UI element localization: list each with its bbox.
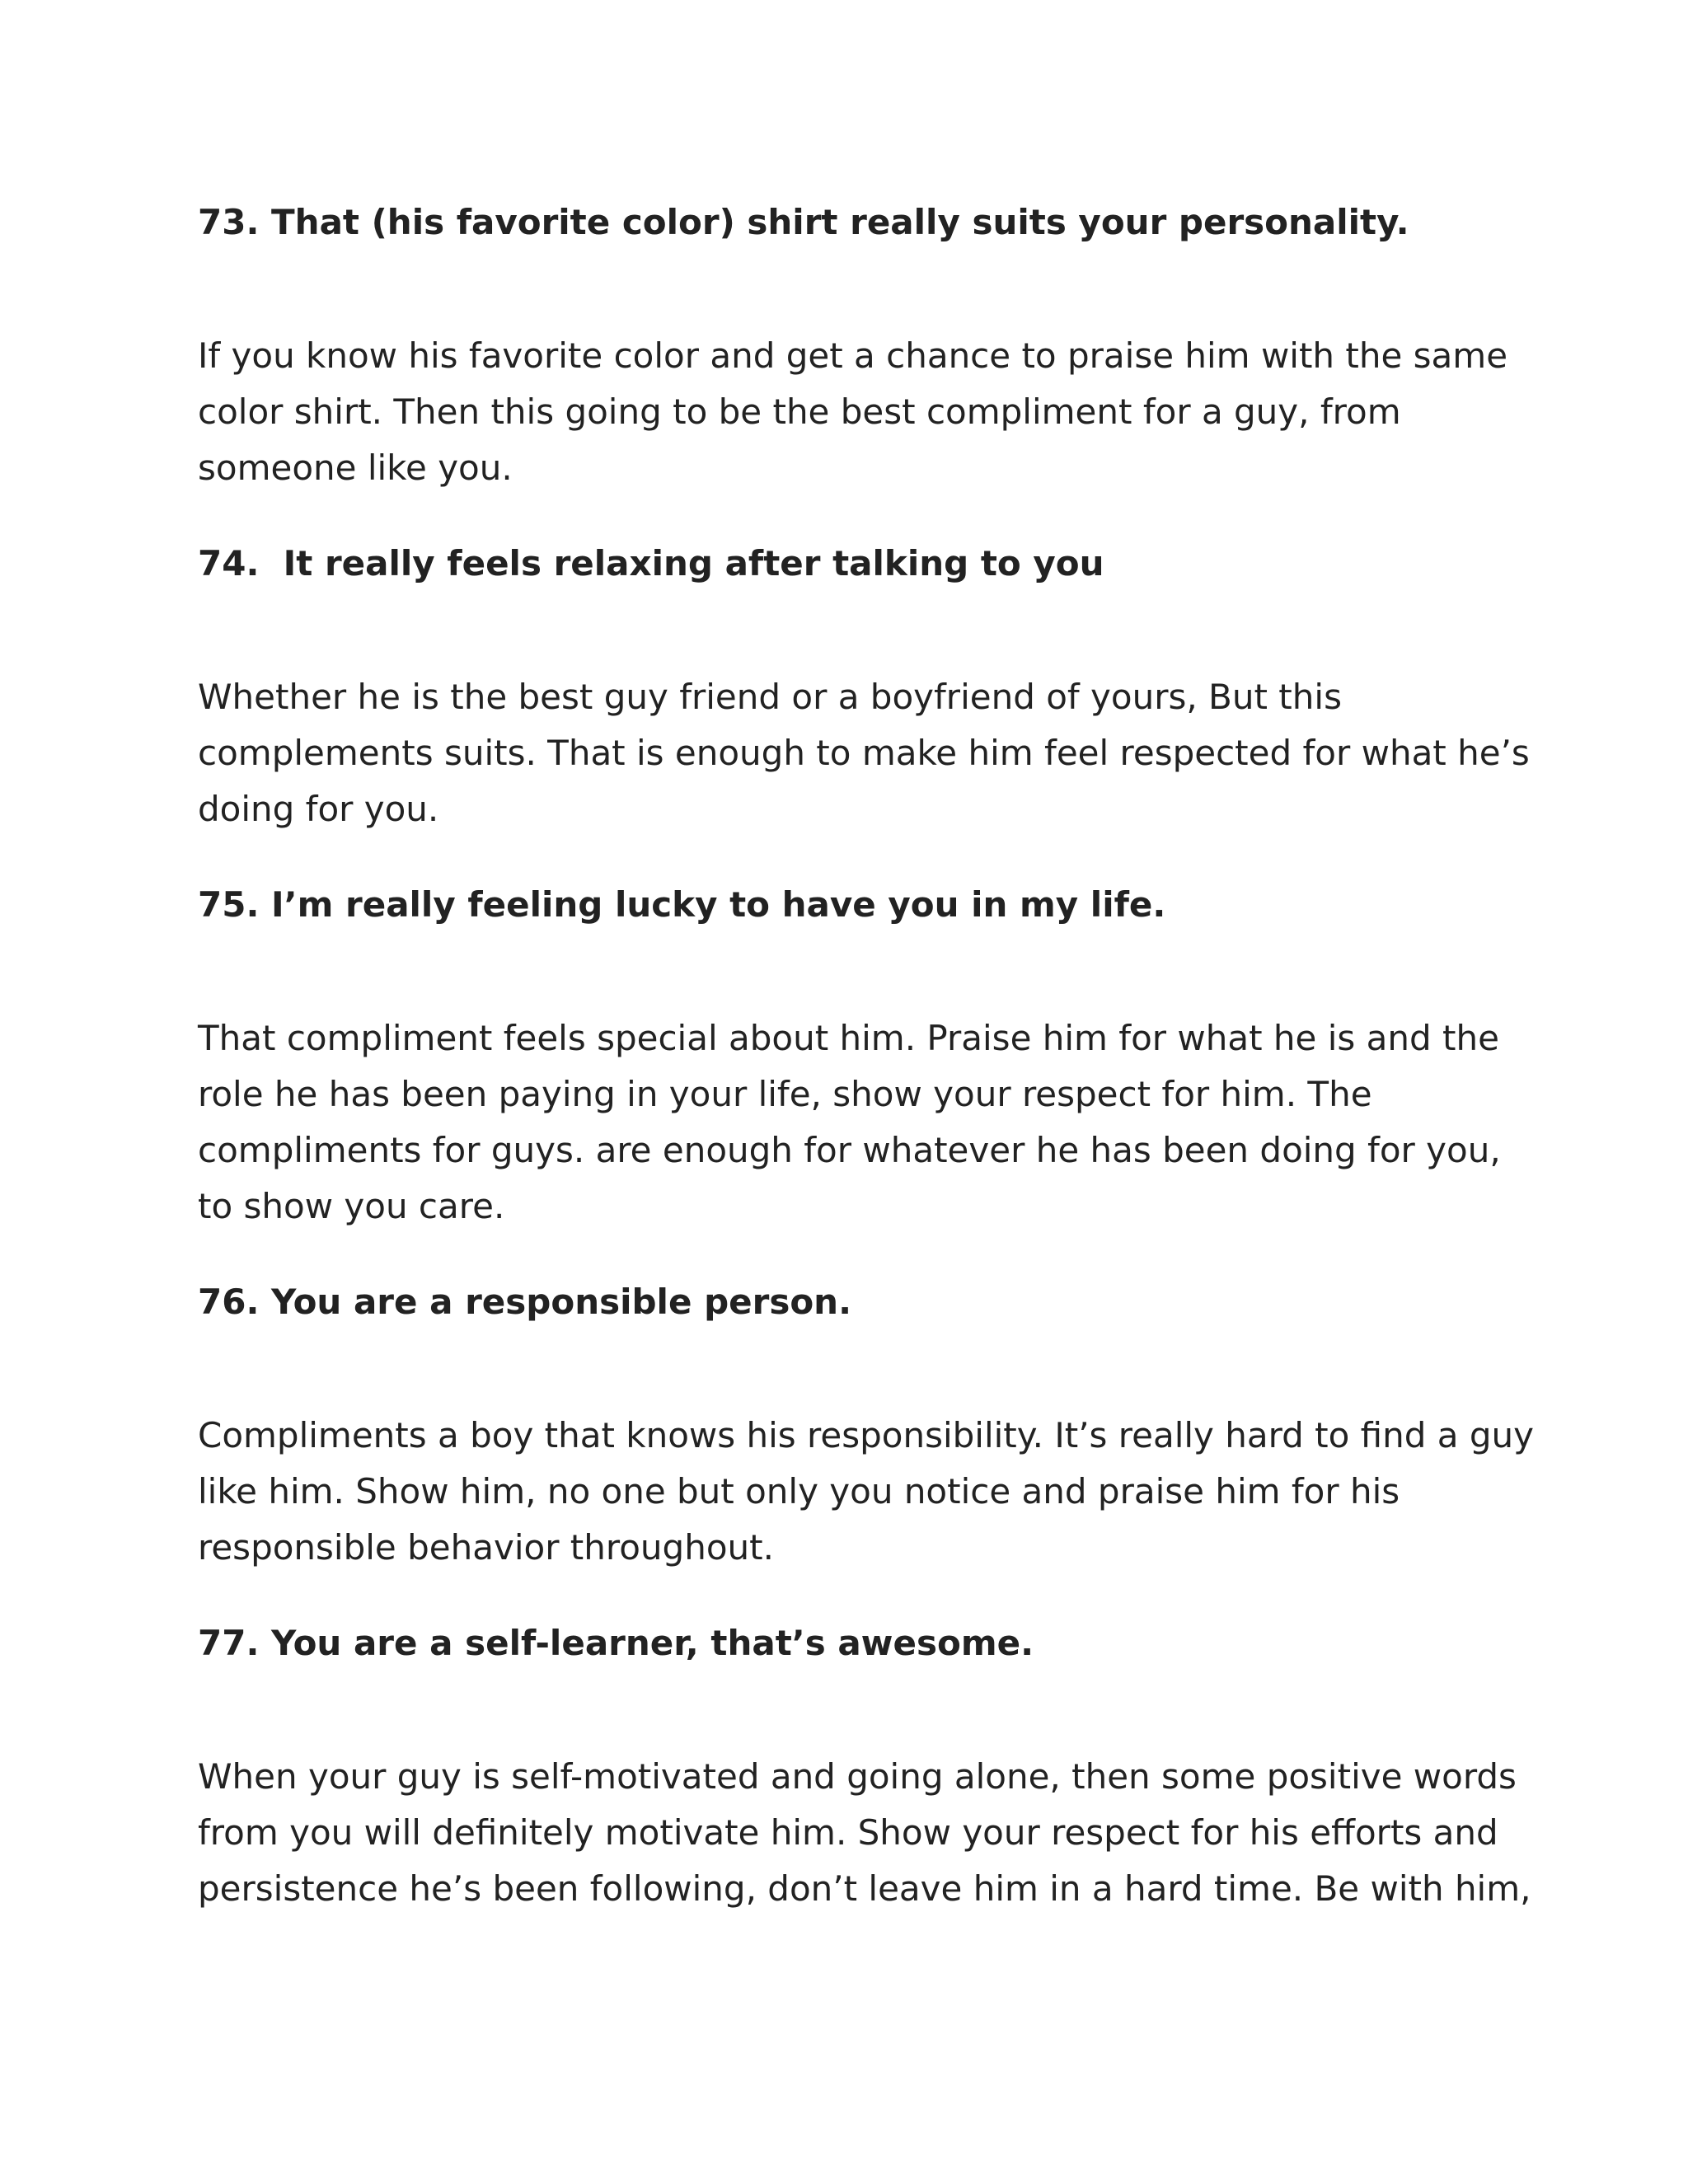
section-heading-77: 77. You are a self-learner, that’s awesome. [198, 1623, 1034, 1663]
paragraph-line: Compliments a boy that knows his responsibility. It’s really hard to find a guy [198, 1415, 1534, 1455]
paragraph-line: responsible behavior throughout. [198, 1527, 774, 1568]
paragraph-line: someone like you. [198, 448, 513, 488]
section-paragraph-74 [198, 669, 1530, 837]
section-paragraph-75 [198, 1010, 1500, 1235]
section-paragraph-77 [198, 1749, 1531, 1917]
section-heading-76: 76. You are a responsible person. [198, 1282, 852, 1322]
paragraph-line: When your guy is self-motivated and going alone, then some positive words [198, 1756, 1517, 1797]
paragraph-line: That compliment feels special about him. Praise him for what he is and the [198, 1018, 1499, 1058]
section-heading-73: 73. That (his favorite color) shirt really suits your personality. [198, 202, 1409, 242]
paragraph-line: like him. Show him, no one but only you notice and praise him for his [198, 1471, 1400, 1511]
paragraph-line: doing for you. [198, 789, 439, 829]
paragraph-line: role he has been paying in your life, show your respect for him. The [198, 1074, 1372, 1114]
section-paragraph-73 [198, 328, 1508, 496]
section-heading-74: 74. It really feels relaxing after talking to you [198, 543, 1104, 583]
paragraph-line: persistence he’s been following, don’t leave him in a hard time. Be with him, [198, 1868, 1531, 1909]
paragraph-line: complements suits. That is enough to make him feel respected for what he’s [198, 733, 1530, 773]
paragraph-line: color shirt. Then this going to be the best compliment for a guy, from [198, 391, 1401, 432]
paragraph-line: compliments for guys. are enough for whatever he has been doing for you, [198, 1130, 1501, 1170]
section-paragraph-76 [198, 1408, 1534, 1576]
paragraph-line: If you know his favorite color and get a chance to praise him with the same [198, 335, 1508, 376]
paragraph-line: Whether he is the best guy friend or a boyfriend of yours, But this [198, 677, 1342, 717]
paragraph-line: to show you care. [198, 1186, 505, 1226]
section-heading-75: 75. I’m really feeling lucky to have you in my life. [198, 884, 1166, 925]
paragraph-line: from you will definitely motivate him. Show your respect for his efforts and [198, 1812, 1498, 1853]
